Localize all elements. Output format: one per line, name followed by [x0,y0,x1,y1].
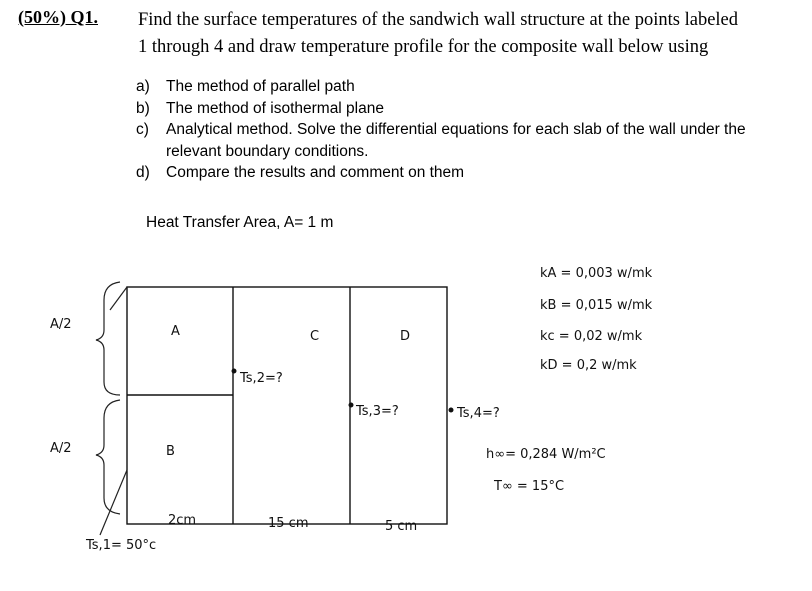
hatch [110,287,127,310]
slab-c-label: C [310,329,320,344]
ts2-label: Ts,2=? [240,371,283,386]
brace-marks [96,282,127,535]
slab-a-label: A [171,324,180,339]
part-text: Compare the results and comment on them [166,164,465,181]
part-marker: d) [136,164,150,181]
part-text: Analytical method. Solve the differential equations for each slab of the wall under the relevant boundary conditions. [166,121,746,160]
wall-boundary [127,287,447,524]
ts3-label: Ts,3=? [356,404,399,419]
ts1-label: Ts,1= 50°c [86,538,157,553]
half-area-bottom-label: A/2 [50,441,72,456]
part-marker: b) [136,99,150,117]
wall-outline [127,287,447,524]
heat-transfer-area-label: Heat Transfer Area, A= 1 m [146,214,334,231]
question-text-line-1: Find the surface temperatures of the sandwich wall structure at the points labeled [138,10,739,30]
part-text: The method of isothermal plane [166,99,384,117]
convection-coefficient: h∞= 0,284 W/m²C [486,447,606,462]
top-brace [96,282,120,395]
kd-value: kD = 0,2 w/mk [540,358,637,373]
half-area-top-label: A/2 [50,317,72,332]
part-marker: c) [136,121,149,138]
point-3-marker [349,403,354,408]
question-text-line-2: 1 through 4 and draw temperature profile for the composite wall below using [138,37,709,57]
slab-b-label: B [166,444,175,459]
part-marker: a) [136,78,150,95]
dimension-ab-label: 2cm [168,513,197,528]
ka-value: kA = 0,003 w/mk [540,266,653,281]
ambient-temperature: T∞ = 15°C [494,479,565,494]
kb-value: kB = 0,015 w/mk [540,298,653,313]
question-number: (50%) Q1. [18,7,98,27]
point-2-marker [232,369,237,374]
slab-d-label: D [400,329,411,344]
point-4-marker [449,408,454,413]
kc-value: kc = 0,02 w/mk [540,329,643,344]
ts4-label: Ts,4=? [457,406,500,421]
dimension-d-label: 5 cm [385,519,418,534]
dimension-c-label: 15 cm [268,516,309,531]
part-text: The method of parallel path [166,78,355,95]
